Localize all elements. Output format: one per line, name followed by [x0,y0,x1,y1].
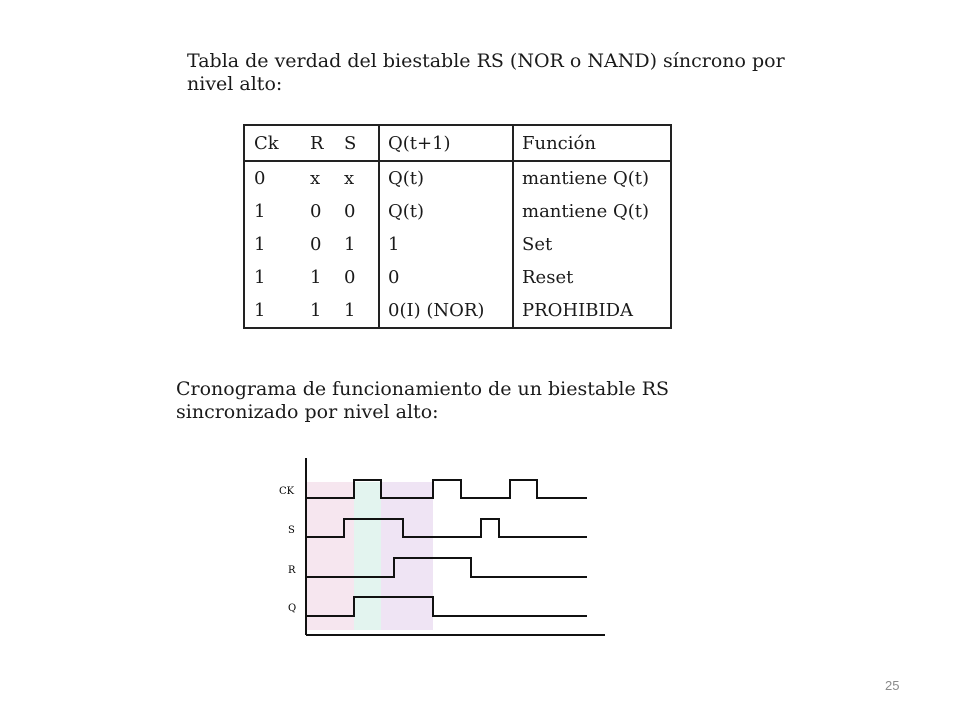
signal-label-r: R [288,565,296,576]
cell-funcion: mantiene Q(t) [522,201,650,222]
table-row [244,228,671,261]
cell-q-next: 0 [379,261,513,294]
cell-ck: 0 [254,168,266,189]
chronogram-diagram [270,450,615,645]
signal-label-q: Q [288,603,297,614]
table-row [244,261,671,294]
cell-ck: 1 [254,201,266,222]
signal-label-ck: CK [279,486,295,497]
truth-table [243,124,672,329]
header-ck: Ck [244,125,310,161]
cell-q-next: 1 [379,228,513,261]
truth-table-title: Tabla de verdad del biestable RS (NOR o NAND) síncrono por nivel alto: [187,50,785,95]
cell-r: 1 [310,300,322,321]
shade-region-3 [381,482,433,630]
cell-ck: 1 [254,267,266,288]
cell-r: 0 [310,201,322,222]
header-s: S [344,125,379,161]
cell-funcion: Set [522,234,553,255]
cell-s: 1 [344,234,356,255]
cell-ck: 1 [254,234,266,255]
cell-s: 1 [344,300,356,321]
header-r: R [310,125,344,161]
cell-r: 1 [310,267,322,288]
table-row [244,294,671,328]
cell-q-next: 0(I) (NOR) [379,294,513,328]
signal-label-s: S [288,525,295,536]
cell-s: 0 [344,201,356,222]
cell-r: x [310,168,321,189]
cell-funcion: mantiene Q(t) [522,168,650,189]
cell-s: x [344,168,355,189]
shade-region-1 [306,482,354,630]
cell-q-next: Q(t) [379,195,513,228]
cell-r: 0 [310,234,322,255]
table-header-row [244,125,671,161]
header-funcion: Función [513,125,671,161]
chronogram-title: Cronograma de funcionamiento de un biestable RS sincronizado por nivel alto: [176,378,670,423]
cell-ck: 1 [254,300,266,321]
header-q-next: Q(t+1) [379,125,513,161]
cell-s: 0 [344,267,356,288]
shade-region-2 [354,482,381,630]
cell-funcion: PROHIBIDA [522,300,633,321]
page-number: 25 [885,678,900,693]
cell-funcion: Reset [522,267,574,288]
table-row [244,195,671,228]
cell-q-next: Q(t) [379,161,513,195]
table-row [244,161,671,195]
